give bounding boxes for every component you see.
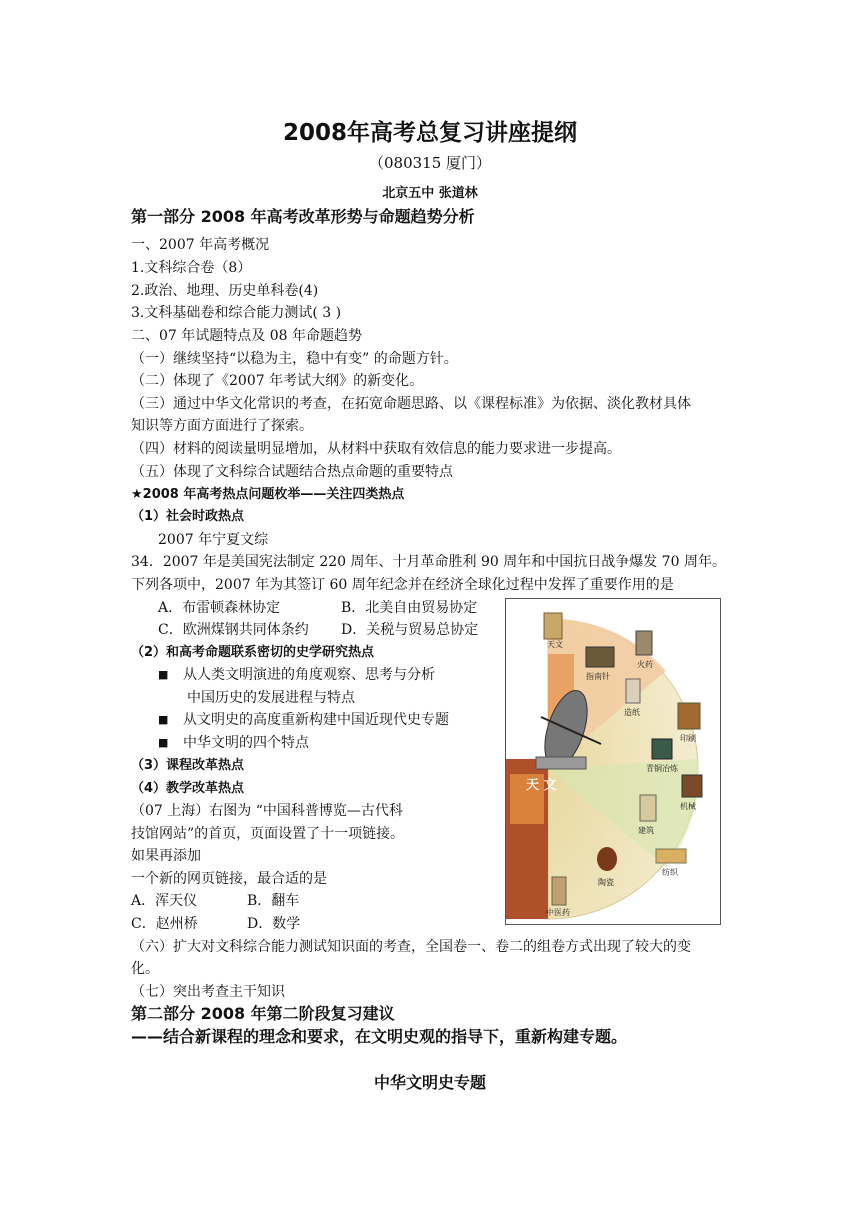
machinery-thumb — [682, 775, 702, 797]
hotspot-heading: ★2008 年高考热点问题枚举——关注四类热点 — [131, 487, 405, 502]
architecture-thumb — [640, 795, 656, 821]
point-6-line-2: 化。 — [131, 961, 159, 977]
fig-center-label-1: 天 文 — [526, 778, 557, 793]
point-2: （二）体现了《2007 年考试大纲》的新变化。 — [131, 373, 424, 389]
point-4: （四）材料的阅读量明显增加，从材料中获取有效信息的能力要求进一步提高。 — [131, 441, 621, 457]
hotspot-4: （4）教学改革热点 — [131, 781, 245, 796]
bullet-1-line-1: 从人类文明演进的角度观察、思考与分析 — [183, 667, 435, 683]
document-subtitle: （080315 厦门） — [368, 154, 492, 172]
textile-thumb — [656, 849, 686, 863]
fig-label-architecture: 建筑 — [638, 826, 654, 835]
bullet-square-icon: ■ — [158, 736, 169, 749]
question-2-line-1: （07 上海）右图为 “中国科普博览—古代科 — [131, 803, 403, 819]
gunpowder-thumb — [636, 631, 652, 655]
fig-label-printing: 印刷 — [680, 734, 696, 743]
bronze-thumb — [652, 739, 672, 759]
medicine-thumb — [552, 877, 566, 905]
section-1-item-2: 2.政治、地理、历史单科卷(4) — [131, 283, 319, 299]
section-2: 二、07 年试题特点及 08 年命题趋势 — [131, 328, 362, 344]
question-2-option-d: D．数学 — [247, 916, 301, 932]
bullet-square-icon: ■ — [158, 668, 169, 681]
fig-label-machinery: 机械 — [680, 802, 696, 811]
question-2-option-b: B．翻车 — [247, 893, 300, 909]
part1-heading: 第一部分 2008 年高考改革形势与命题趋势分析 — [131, 207, 475, 226]
option-d: D．关税与贸易总协定 — [341, 622, 479, 638]
hotspot-1: （1）社会时政热点 — [131, 509, 245, 524]
printing-thumb — [678, 703, 700, 729]
question-2-line-3: 如果再添加 — [131, 848, 201, 864]
point-3-line-2: 知识等方面方面进行了探索。 — [131, 418, 313, 434]
point-6-line-1: （六）扩大对文科综合能力测试知识面的考查，全国卷一、卷二的组卷方式出现了较大的变 — [131, 939, 691, 955]
science-museum-figure — [505, 598, 721, 925]
part2-subheading: ——结合新课程的理念和要求，在文明史观的指导下，重新构建专题。 — [131, 1027, 628, 1046]
point-5: （五）体现了文科综合试题结合热点命题的重要特点 — [131, 464, 453, 480]
point-7: （七）突出考查主干知识 — [131, 984, 285, 1000]
compass-thumb — [586, 647, 614, 667]
question-2-line-2: 技馆网站”的首页，页面设置了十一项链接。 — [131, 826, 405, 842]
document-title: 2008年高考总复习讲座提纲 — [282, 120, 577, 146]
question-2-line-4: 一个新的网页链接，最合适的是 — [131, 871, 327, 887]
bullet-3: 中华文明的四个特点 — [183, 735, 309, 751]
tianwen-thumb — [544, 613, 562, 639]
bullet-square-icon: ■ — [158, 713, 169, 726]
paper-thumb — [626, 679, 640, 703]
science-museum-illustration — [506, 599, 720, 924]
section-1-item-3: 3.文科基础卷和综合能力测试( 3 ) — [131, 305, 342, 321]
hotspot-1-source: 2007 年宁夏文综 — [158, 532, 269, 548]
question-2-option-c: C．赵州桥 — [131, 916, 198, 932]
hotspot-3: （3）课程改革热点 — [131, 758, 245, 773]
part2-heading: 第二部分 2008 年第二阶段复习建议 — [131, 1004, 395, 1023]
point-3-line-1: （三）通过中华文化常识的考查，在拓宽命题思路、以《课程标准》为依据、淡化教材具体 — [131, 396, 691, 412]
option-c: C．欧洲煤钢共同体条约 — [158, 622, 309, 638]
sundial-base — [536, 757, 586, 769]
section-heading: 中华文明史专题 — [373, 1073, 486, 1092]
fig-label-ceramics: 陶瓷 — [598, 878, 614, 887]
option-a: A．布雷顿森林协定 — [158, 600, 281, 616]
fig-label-gunpowder: 火药 — [637, 660, 653, 669]
point-1: （一）继续坚持“以稳为主，稳中有变” 的命题方针。 — [131, 351, 458, 367]
fig-label-compass: 指南针 — [586, 672, 610, 681]
question-34-line-2: 下列各项中，2007 年为其签订 60 周年纪念并在经济全球化过程中发挥了重要作用的是 — [131, 577, 674, 593]
bullet-1-line-2: 中国历史的发展进程与特点 — [187, 690, 355, 706]
fig-label-tianwen: 天文 — [547, 640, 563, 649]
option-b: B．北美自由贸易协定 — [341, 600, 478, 616]
hotspot-2: （2）和高考命题联系密切的史学研究热点 — [131, 645, 375, 660]
section-1-item-1: 1.文科综合卷（8） — [131, 260, 252, 276]
document-author: 北京五中 张道林 — [382, 186, 478, 201]
fig-label-medicine: 中医药 — [546, 908, 570, 917]
question-34-line-1: 34．2007 年是美国宪法制定 220 周年、十月革命胜利 90 周年和中国抗日战争爆发 70 周年。 — [131, 554, 726, 570]
ceramics-thumb — [597, 847, 617, 871]
section-1: 一、2007 年高考概况 — [131, 237, 270, 253]
fig-label-bronze: 青铜冶炼 — [646, 764, 678, 773]
fig-label-textile: 纺织 — [662, 868, 678, 877]
question-2-option-a: A．浑天仪 — [131, 893, 198, 909]
fig-label-paper: 造纸 — [624, 708, 640, 717]
bullet-2: 从文明史的高度重新构建中国近现代史专题 — [183, 712, 449, 728]
